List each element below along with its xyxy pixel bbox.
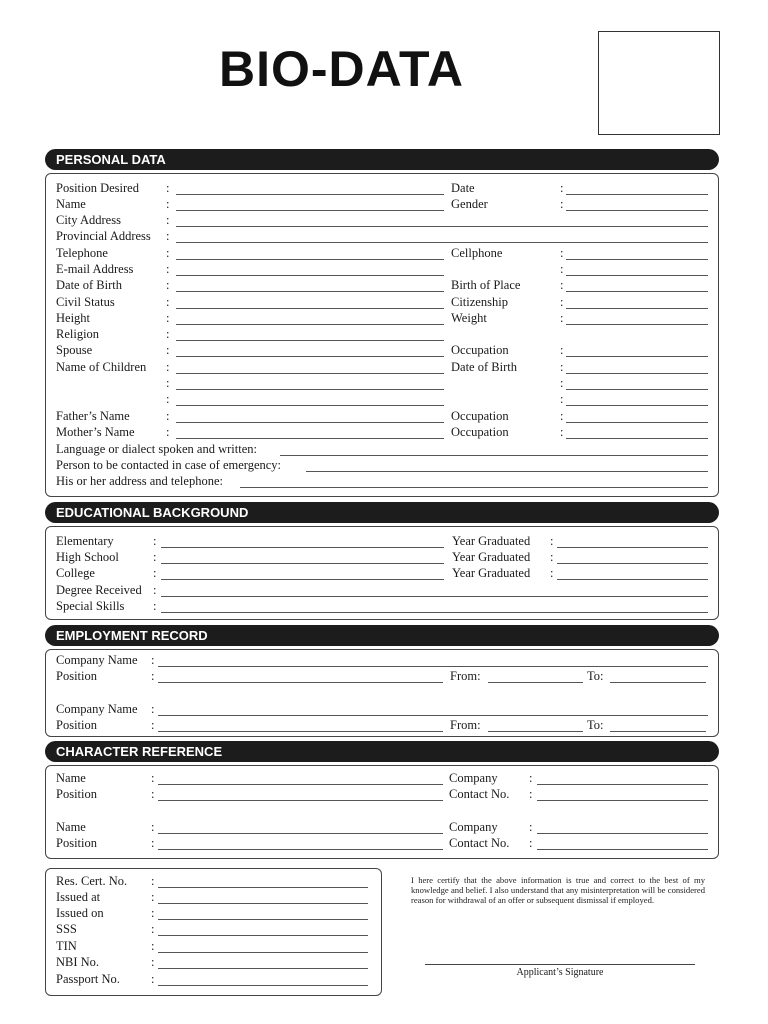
personal-label: Height: [56, 311, 91, 325]
colon: :: [166, 327, 170, 341]
personal-right-label: Gender: [451, 197, 488, 211]
from-input-line[interactable]: [488, 682, 583, 683]
to-input-line[interactable]: [610, 682, 706, 683]
id-input-line[interactable]: [158, 985, 368, 986]
id-input-line[interactable]: [158, 935, 368, 936]
id-label: SSS: [56, 922, 77, 936]
colon: :: [560, 360, 564, 374]
emergency-address-input-line[interactable]: [240, 487, 708, 488]
to-label: To:: [587, 669, 604, 683]
to-input-line[interactable]: [610, 731, 706, 732]
colon: :: [166, 360, 170, 374]
colon: :: [153, 550, 157, 564]
education-input-line[interactable]: [161, 596, 708, 597]
colon: :: [151, 955, 155, 969]
colon: :: [560, 278, 564, 292]
year-graduated-input-line[interactable]: [557, 563, 708, 564]
colon: :: [151, 906, 155, 920]
children-input-line[interactable]: [176, 405, 444, 406]
reference-right-input-line[interactable]: [537, 800, 708, 801]
colon: :: [166, 278, 170, 292]
personal-input-line[interactable]: [176, 422, 444, 423]
position-input-line[interactable]: [158, 731, 443, 732]
personal-input-line[interactable]: [176, 226, 708, 227]
id-label: Issued at: [56, 890, 101, 904]
personal-label: Spouse: [56, 343, 93, 357]
reference-right-label: Company: [449, 771, 498, 785]
employment-label: Company Name: [56, 653, 138, 667]
colon: :: [151, 922, 155, 936]
section-header-character-reference: CHARACTER REFERENCE: [45, 741, 719, 762]
reference-box: [45, 765, 719, 859]
id-input-line[interactable]: [158, 903, 368, 904]
education-input-line[interactable]: [161, 563, 444, 564]
colon: :: [529, 820, 533, 834]
from-input-line[interactable]: [488, 731, 583, 732]
colon: :: [153, 599, 157, 613]
colon: :: [166, 343, 170, 357]
colon: :: [560, 197, 564, 211]
colon: :: [560, 262, 564, 276]
colon: :: [166, 246, 170, 260]
colon: :: [166, 392, 170, 406]
colon: :: [166, 262, 170, 276]
id-label: Res. Cert. No.: [56, 874, 128, 888]
personal-input-line[interactable]: [176, 324, 444, 325]
language-input-line[interactable]: [280, 455, 708, 456]
colon: :: [550, 566, 554, 580]
personal-right-input-line[interactable]: [566, 405, 708, 406]
year-graduated-label: Year Graduated: [452, 550, 531, 564]
personal-label: Religion: [56, 327, 100, 341]
colon: :: [153, 583, 157, 597]
year-graduated-label: Year Graduated: [452, 566, 531, 580]
colon: :: [560, 311, 564, 325]
personal-input-line[interactable]: [176, 308, 444, 309]
colon: :: [166, 311, 170, 325]
personal-input-line[interactable]: [176, 438, 444, 439]
colon: :: [151, 787, 155, 801]
colon: :: [550, 550, 554, 564]
reference-input-line[interactable]: [158, 800, 443, 801]
education-input-line[interactable]: [161, 612, 708, 613]
reference-label: Position: [56, 836, 97, 850]
colon: :: [166, 409, 170, 423]
colon: :: [151, 890, 155, 904]
personal-input-line[interactable]: [176, 291, 444, 292]
education-box: [45, 526, 719, 620]
personal-label: Telephone: [56, 246, 108, 260]
employment-box: [45, 649, 719, 737]
personal-right-input-line[interactable]: [566, 275, 708, 276]
company-name-input-line[interactable]: [158, 715, 708, 716]
education-label: Special Skills: [56, 599, 125, 613]
personal-label: Date of Birth: [56, 278, 122, 292]
colon: :: [560, 392, 564, 406]
id-input-line[interactable]: [158, 919, 368, 920]
colon: :: [153, 534, 157, 548]
personal-label: Civil Status: [56, 295, 115, 309]
colon: :: [151, 669, 155, 683]
reference-input-line[interactable]: [158, 849, 443, 850]
children-input-line[interactable]: [176, 389, 444, 390]
employment-label: Position: [56, 669, 97, 683]
position-input-line[interactable]: [158, 682, 443, 683]
reference-right-label: Contact No.: [449, 836, 510, 850]
colon: :: [529, 836, 533, 850]
personal-label: Provincial Address: [56, 229, 151, 243]
to-label: To:: [587, 718, 604, 732]
reference-right-input-line[interactable]: [537, 833, 708, 834]
colon: :: [166, 425, 170, 439]
year-graduated-label: Year Graduated: [452, 534, 531, 548]
year-graduated-input-line[interactable]: [557, 579, 708, 580]
personal-right-input-line[interactable]: [566, 373, 708, 374]
personal-right-input-line[interactable]: [566, 210, 708, 211]
personal-right-input-line[interactable]: [566, 291, 708, 292]
personal-right-label: Birth of Place: [451, 278, 521, 292]
personal-right-input-line[interactable]: [566, 308, 708, 309]
personal-input-line[interactable]: [176, 194, 444, 195]
employment-label: Company Name: [56, 702, 138, 716]
reference-input-line[interactable]: [158, 833, 443, 834]
colon: :: [151, 836, 155, 850]
id-input-line[interactable]: [158, 887, 368, 888]
colon: :: [151, 718, 155, 732]
education-label: High School: [56, 550, 119, 564]
emergency-contact-label: Person to be contacted in case of emergency:: [56, 458, 282, 472]
id-input-line[interactable]: [158, 952, 368, 953]
reference-right-input-line[interactable]: [537, 784, 708, 785]
personal-label: Position Desired: [56, 181, 139, 195]
colon: :: [560, 376, 564, 390]
colon: :: [151, 939, 155, 953]
personal-input-line[interactable]: [176, 275, 444, 276]
photo-box: [598, 31, 720, 135]
personal-input-line[interactable]: [176, 242, 708, 243]
colon: :: [166, 181, 170, 195]
from-label: From:: [450, 718, 481, 732]
personal-right-input-line[interactable]: [566, 438, 708, 439]
personal-right-label: Occupation: [451, 409, 509, 423]
colon: :: [560, 181, 564, 195]
from-label: From:: [450, 669, 481, 683]
reference-label: Name: [56, 820, 86, 834]
signature-label: Applicant’s Signature: [516, 967, 604, 978]
colon: :: [151, 972, 155, 986]
personal-right-input-line[interactable]: [566, 324, 708, 325]
personal-right-label: Cellphone: [451, 246, 503, 260]
section-header-educational-background: EDUCATIONAL BACKGROUND: [45, 502, 719, 523]
colon: :: [529, 787, 533, 801]
personal-label: Mother’s Name: [56, 425, 135, 439]
id-label: NBI No.: [56, 955, 100, 969]
certification-text: I here certify that the above information is true and correct to the best of my knowledge and belief. I also understand that any misinterpretation will be considered reason for withdrawal of an offer or subsequent dismissal if employed.: [411, 875, 705, 905]
personal-right-label: Date: [451, 181, 475, 195]
year-graduated-input-line[interactable]: [557, 547, 708, 548]
colon: :: [166, 197, 170, 211]
reference-right-label: Contact No.: [449, 787, 510, 801]
colon: :: [166, 229, 170, 243]
personal-right-input-line[interactable]: [566, 194, 708, 195]
personal-label: Father’s Name: [56, 409, 130, 423]
employment-label: Position: [56, 718, 97, 732]
colon: :: [560, 246, 564, 260]
section-header-personal-data: PERSONAL DATA: [45, 149, 719, 170]
colon: :: [529, 771, 533, 785]
id-label: Passport No.: [56, 972, 120, 986]
personal-label: City Address: [56, 213, 121, 227]
reference-right-input-line[interactable]: [537, 849, 708, 850]
personal-right-label: Citizenship: [451, 295, 508, 309]
reference-label: Name: [56, 771, 86, 785]
personal-label: Name: [56, 197, 86, 211]
personal-right-input-line[interactable]: [566, 422, 708, 423]
education-input-line[interactable]: [161, 579, 444, 580]
id-label: TIN: [56, 939, 77, 953]
colon: :: [166, 295, 170, 309]
colon: :: [560, 295, 564, 309]
personal-input-line[interactable]: [176, 210, 444, 211]
personal-right-label: Weight: [451, 311, 487, 325]
personal-input-line[interactable]: [176, 356, 444, 357]
personal-right-input-line[interactable]: [566, 259, 708, 260]
colon: :: [151, 702, 155, 716]
colon: :: [550, 534, 554, 548]
language-label: Language or dialect spoken and written:: [56, 442, 257, 456]
personal-right-label: Occupation: [451, 425, 509, 439]
bio-data-title: BIO-DATA: [219, 41, 464, 97]
section-header-employment-record: EMPLOYMENT RECORD: [45, 625, 719, 646]
colon: :: [151, 653, 155, 667]
colon: :: [151, 820, 155, 834]
personal-right-label: Date of Birth: [451, 360, 517, 374]
id-input-line[interactable]: [158, 968, 368, 969]
personal-input-line[interactable]: [176, 259, 444, 260]
personal-right-label: Occupation: [451, 343, 509, 357]
personal-label: E-mail Address: [56, 262, 134, 276]
personal-label: Name of Children: [56, 360, 147, 374]
personal-right-input-line[interactable]: [566, 356, 708, 357]
company-name-input-line[interactable]: [158, 666, 708, 667]
colon: :: [560, 425, 564, 439]
education-label: Degree Received: [56, 583, 142, 597]
colon: :: [166, 376, 170, 390]
education-label: College: [56, 566, 95, 580]
colon: :: [151, 771, 155, 785]
reference-right-label: Company: [449, 820, 498, 834]
personal-right-input-line[interactable]: [566, 389, 708, 390]
reference-input-line[interactable]: [158, 784, 443, 785]
colon: :: [153, 566, 157, 580]
education-label: Elementary: [56, 534, 114, 548]
signature-line[interactable]: [425, 964, 695, 965]
emergency-address-label: His or her address and telephone:: [56, 474, 223, 488]
emergency-input-line[interactable]: [306, 471, 708, 472]
education-input-line[interactable]: [161, 547, 444, 548]
personal-input-line[interactable]: [176, 340, 444, 341]
colon: :: [560, 409, 564, 423]
reference-label: Position: [56, 787, 97, 801]
colon: :: [151, 874, 155, 888]
personal-input-line[interactable]: [176, 373, 444, 374]
id-label: Issued on: [56, 906, 104, 920]
colon: :: [560, 343, 564, 357]
colon: :: [166, 213, 170, 227]
